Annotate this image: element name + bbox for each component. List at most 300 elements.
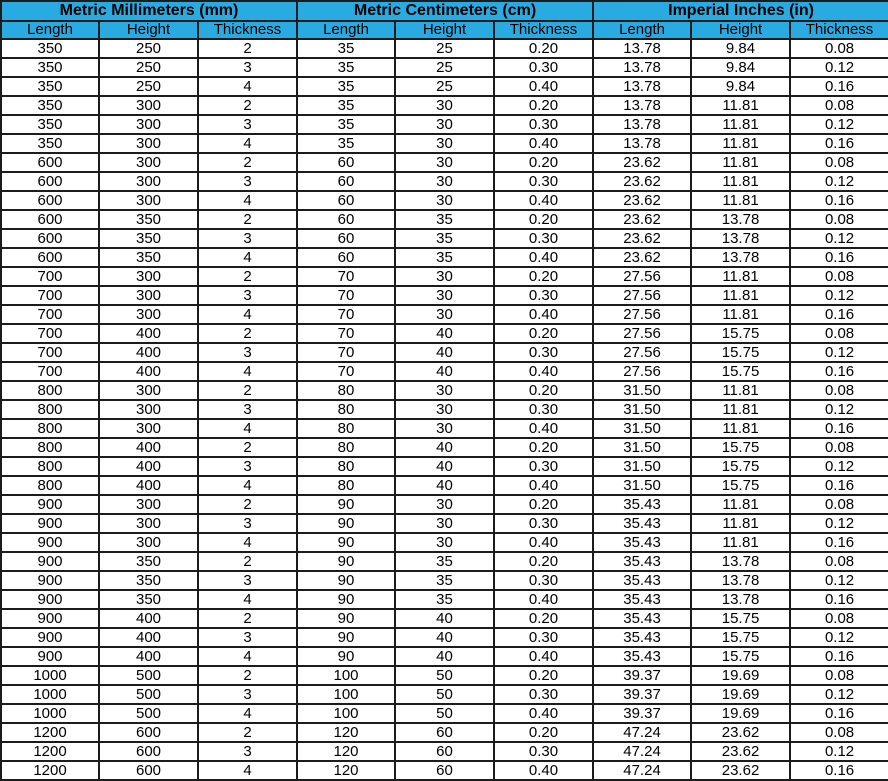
- table-row: [1, 362, 888, 381]
- column-header-in-height: Height: [691, 21, 790, 39]
- table-cell: 13.78: [593, 115, 691, 134]
- table-cell: 2: [198, 96, 297, 115]
- table-cell: 27.56: [593, 324, 691, 343]
- table-cell: 15.75: [691, 343, 790, 362]
- table-row: [1, 419, 888, 438]
- table-cell: 0.20: [494, 153, 593, 172]
- table-cell: 15.75: [691, 324, 790, 343]
- table-cell: 600: [99, 742, 198, 761]
- table-cell: 70: [297, 362, 395, 381]
- table-cell: 30: [395, 381, 494, 400]
- table-cell: 350: [1, 58, 99, 77]
- table-row: [1, 248, 888, 267]
- table-cell: 35: [395, 571, 494, 590]
- table-row: [1, 305, 888, 324]
- table-cell: 2: [198, 153, 297, 172]
- table-cell: 15.75: [691, 647, 790, 666]
- table-cell: 0.30: [494, 58, 593, 77]
- table-cell: 50: [395, 666, 494, 685]
- table-cell: 3: [198, 229, 297, 248]
- table-cell: 4: [198, 419, 297, 438]
- table-cell: 0.30: [494, 685, 593, 704]
- table-row: [1, 115, 888, 134]
- table-cell: 0.30: [494, 286, 593, 305]
- table-cell: 350: [99, 248, 198, 267]
- table-row: [1, 571, 888, 590]
- table-cell: 0.20: [494, 495, 593, 514]
- table-cell: 0.40: [494, 704, 593, 723]
- table-cell: 25: [395, 39, 494, 58]
- table-cell: 600: [99, 761, 198, 780]
- table-cell: 120: [297, 761, 395, 780]
- table-cell: 13.78: [593, 77, 691, 96]
- table-cell: 23.62: [593, 210, 691, 229]
- table-cell: 35.43: [593, 571, 691, 590]
- table-cell: 35: [297, 39, 395, 58]
- table-cell: 23.62: [593, 153, 691, 172]
- table-cell: 80: [297, 457, 395, 476]
- table-cell: 300: [99, 115, 198, 134]
- table-cell: 30: [395, 400, 494, 419]
- table-cell: 25: [395, 77, 494, 96]
- section-header-mm: Metric Millimeters (mm): [1, 1, 297, 21]
- table-cell: 700: [1, 324, 99, 343]
- table-cell: 27.56: [593, 362, 691, 381]
- table-cell: 0.30: [494, 343, 593, 362]
- table-cell: 350: [99, 552, 198, 571]
- table-cell: 30: [395, 267, 494, 286]
- table-cell: 0.16: [790, 704, 888, 723]
- table-cell: 4: [198, 590, 297, 609]
- table-cell: 40: [395, 457, 494, 476]
- table-cell: 30: [395, 514, 494, 533]
- section-header-cm: Metric Centimeters (cm): [297, 1, 593, 21]
- table-cell: 0.08: [790, 552, 888, 571]
- table-cell: 0.20: [494, 552, 593, 571]
- table-cell: 31.50: [593, 400, 691, 419]
- table-cell: 13.78: [691, 210, 790, 229]
- table-cell: 800: [1, 419, 99, 438]
- table-cell: 19.69: [691, 666, 790, 685]
- table-cell: 300: [99, 286, 198, 305]
- table-cell: 2: [198, 39, 297, 58]
- table-cell: 3: [198, 286, 297, 305]
- table-cell: 2: [198, 381, 297, 400]
- table-cell: 1200: [1, 742, 99, 761]
- table-cell: 0.16: [790, 134, 888, 153]
- table-cell: 800: [1, 400, 99, 419]
- table-cell: 23.62: [593, 229, 691, 248]
- table-cell: 700: [1, 305, 99, 324]
- table-cell: 0.16: [790, 476, 888, 495]
- table-row: [1, 761, 888, 780]
- table-cell: 0.12: [790, 229, 888, 248]
- table-cell: 4: [198, 761, 297, 780]
- table-cell: 900: [1, 552, 99, 571]
- table-row: [1, 267, 888, 286]
- table-cell: 250: [99, 77, 198, 96]
- table-cell: 90: [297, 533, 395, 552]
- table-cell: 400: [99, 438, 198, 457]
- table-cell: 0.40: [494, 77, 593, 96]
- table-cell: 0.40: [494, 305, 593, 324]
- table-row: [1, 172, 888, 191]
- table-cell: 35: [297, 77, 395, 96]
- table-cell: 2: [198, 609, 297, 628]
- table-cell: 40: [395, 609, 494, 628]
- table-cell: 0.20: [494, 666, 593, 685]
- table-cell: 1000: [1, 666, 99, 685]
- table-cell: 0.08: [790, 96, 888, 115]
- table-cell: 80: [297, 438, 395, 457]
- table-cell: 0.16: [790, 191, 888, 210]
- table-cell: 3: [198, 58, 297, 77]
- table-cell: 300: [99, 267, 198, 286]
- table-cell: 0.20: [494, 324, 593, 343]
- table-cell: 0.40: [494, 590, 593, 609]
- table-cell: 1000: [1, 704, 99, 723]
- table-cell: 300: [99, 419, 198, 438]
- table-cell: 9.84: [691, 58, 790, 77]
- table-cell: 800: [1, 476, 99, 495]
- table-cell: 900: [1, 590, 99, 609]
- table-cell: 0.08: [790, 39, 888, 58]
- table-cell: 250: [99, 39, 198, 58]
- table-cell: 90: [297, 647, 395, 666]
- table-cell: 0.20: [494, 438, 593, 457]
- table-cell: 300: [99, 153, 198, 172]
- table-body: [1, 39, 888, 780]
- table-cell: 90: [297, 590, 395, 609]
- table-row: [1, 77, 888, 96]
- table-cell: 15.75: [691, 362, 790, 381]
- table-cell: 800: [1, 381, 99, 400]
- table-row: [1, 381, 888, 400]
- table-cell: 0.16: [790, 761, 888, 780]
- table-cell: 300: [99, 305, 198, 324]
- table-cell: 800: [1, 438, 99, 457]
- table-cell: 0.40: [494, 647, 593, 666]
- table-cell: 0.12: [790, 400, 888, 419]
- table-cell: 900: [1, 571, 99, 590]
- table-cell: 2: [198, 324, 297, 343]
- table-cell: 90: [297, 552, 395, 571]
- table-cell: 0.16: [790, 419, 888, 438]
- table-cell: 35: [297, 58, 395, 77]
- table-cell: 0.40: [494, 533, 593, 552]
- table-cell: 0.12: [790, 343, 888, 362]
- table-cell: 70: [297, 343, 395, 362]
- table-cell: 39.37: [593, 666, 691, 685]
- column-header-row: [1, 21, 888, 39]
- table-cell: 40: [395, 647, 494, 666]
- table-cell: 250: [99, 58, 198, 77]
- table-cell: 31.50: [593, 419, 691, 438]
- table-cell: 0.16: [790, 362, 888, 381]
- table-cell: 35.43: [593, 533, 691, 552]
- table-cell: 700: [1, 343, 99, 362]
- table-cell: 120: [297, 723, 395, 742]
- table-cell: 4: [198, 305, 297, 324]
- section-header-row: [1, 1, 888, 21]
- table-cell: 9.84: [691, 77, 790, 96]
- table-cell: 27.56: [593, 305, 691, 324]
- table-cell: 0.16: [790, 305, 888, 324]
- table-cell: 350: [1, 77, 99, 96]
- table-row: [1, 552, 888, 571]
- table-cell: 4: [198, 134, 297, 153]
- table-cell: 0.40: [494, 419, 593, 438]
- table-cell: 90: [297, 495, 395, 514]
- table-cell: 13.78: [691, 571, 790, 590]
- table-cell: 35.43: [593, 552, 691, 571]
- table-cell: 60: [297, 153, 395, 172]
- table-cell: 13.78: [593, 96, 691, 115]
- table-cell: 900: [1, 628, 99, 647]
- table-cell: 35: [395, 552, 494, 571]
- table-cell: 30: [395, 153, 494, 172]
- table-cell: 0.12: [790, 571, 888, 590]
- table-cell: 600: [99, 723, 198, 742]
- table-cell: 70: [297, 286, 395, 305]
- table-cell: 300: [99, 134, 198, 153]
- table-cell: 0.08: [790, 666, 888, 685]
- table-row: [1, 134, 888, 153]
- table-cell: 15.75: [691, 457, 790, 476]
- table-cell: 15.75: [691, 628, 790, 647]
- table-row: [1, 742, 888, 761]
- table-cell: 600: [1, 172, 99, 191]
- table-cell: 40: [395, 438, 494, 457]
- table-cell: 0.20: [494, 96, 593, 115]
- table-cell: 11.81: [691, 153, 790, 172]
- table-cell: 15.75: [691, 609, 790, 628]
- table-cell: 47.24: [593, 723, 691, 742]
- table-cell: 11.81: [691, 305, 790, 324]
- table-cell: 600: [1, 153, 99, 172]
- table-cell: 3: [198, 400, 297, 419]
- table-cell: 100: [297, 666, 395, 685]
- table-cell: 600: [1, 229, 99, 248]
- table-cell: 40: [395, 476, 494, 495]
- table-cell: 50: [395, 704, 494, 723]
- table-cell: 11.81: [691, 286, 790, 305]
- table-cell: 13.78: [593, 58, 691, 77]
- table-cell: 0.08: [790, 438, 888, 457]
- table-cell: 300: [99, 495, 198, 514]
- table-cell: 40: [395, 628, 494, 647]
- table-cell: 11.81: [691, 96, 790, 115]
- table-cell: 0.20: [494, 267, 593, 286]
- table-cell: 2: [198, 210, 297, 229]
- table-cell: 30: [395, 495, 494, 514]
- table-cell: 300: [99, 191, 198, 210]
- table-cell: 50: [395, 685, 494, 704]
- table-cell: 0.20: [494, 609, 593, 628]
- table-cell: 13.78: [691, 229, 790, 248]
- table-cell: 2: [198, 438, 297, 457]
- table-cell: 900: [1, 647, 99, 666]
- table-cell: 39.37: [593, 704, 691, 723]
- table-cell: 90: [297, 628, 395, 647]
- table-cell: 0.30: [494, 115, 593, 134]
- table-cell: 350: [1, 96, 99, 115]
- table-cell: 2: [198, 552, 297, 571]
- table-cell: 3: [198, 742, 297, 761]
- table-cell: 500: [99, 666, 198, 685]
- table-cell: 0.20: [494, 39, 593, 58]
- table-cell: 900: [1, 514, 99, 533]
- table-cell: 0.12: [790, 286, 888, 305]
- table-cell: 90: [297, 609, 395, 628]
- table-cell: 60: [297, 172, 395, 191]
- table-cell: 0.30: [494, 172, 593, 191]
- table-cell: 40: [395, 343, 494, 362]
- table-cell: 350: [1, 39, 99, 58]
- table-cell: 23.62: [593, 191, 691, 210]
- table-cell: 0.30: [494, 229, 593, 248]
- column-header-mm-height: Height: [99, 21, 198, 39]
- table-row: [1, 666, 888, 685]
- table-cell: 4: [198, 191, 297, 210]
- table-cell: 23.62: [691, 723, 790, 742]
- table-cell: 30: [395, 96, 494, 115]
- table-cell: 900: [1, 533, 99, 552]
- table-cell: 11.81: [691, 495, 790, 514]
- table-cell: 35: [297, 134, 395, 153]
- table-cell: 600: [1, 191, 99, 210]
- table-cell: 11.81: [691, 267, 790, 286]
- table-cell: 80: [297, 476, 395, 495]
- table-cell: 60: [297, 248, 395, 267]
- table-cell: 19.69: [691, 704, 790, 723]
- table-cell: 9.84: [691, 39, 790, 58]
- table-cell: 300: [99, 381, 198, 400]
- table-cell: 11.81: [691, 172, 790, 191]
- table-cell: 0.08: [790, 267, 888, 286]
- table-cell: 23.62: [691, 761, 790, 780]
- table-cell: 70: [297, 267, 395, 286]
- table-row: [1, 723, 888, 742]
- table-cell: 35: [395, 210, 494, 229]
- table-cell: 11.81: [691, 400, 790, 419]
- table-cell: 300: [99, 514, 198, 533]
- table-cell: 2: [198, 723, 297, 742]
- table-cell: 350: [99, 590, 198, 609]
- table-cell: 400: [99, 362, 198, 381]
- table-cell: 350: [99, 210, 198, 229]
- table-row: [1, 39, 888, 58]
- table-cell: 4: [198, 647, 297, 666]
- table-cell: 400: [99, 343, 198, 362]
- table-cell: 13.78: [691, 590, 790, 609]
- table-cell: 0.12: [790, 457, 888, 476]
- table-cell: 0.40: [494, 362, 593, 381]
- table-cell: 60: [395, 761, 494, 780]
- table-cell: 700: [1, 267, 99, 286]
- table-row: [1, 628, 888, 647]
- table-cell: 900: [1, 609, 99, 628]
- table-cell: 30: [395, 172, 494, 191]
- table-row: [1, 343, 888, 362]
- table-cell: 27.56: [593, 343, 691, 362]
- table-cell: 400: [99, 647, 198, 666]
- table-cell: 350: [1, 115, 99, 134]
- table-cell: 70: [297, 305, 395, 324]
- table-cell: 0.12: [790, 628, 888, 647]
- table-cell: 2: [198, 666, 297, 685]
- table-cell: 0.16: [790, 248, 888, 267]
- table-row: [1, 210, 888, 229]
- column-header-cm-height: Height: [395, 21, 494, 39]
- table-cell: 47.24: [593, 761, 691, 780]
- table-cell: 350: [1, 134, 99, 153]
- column-header-mm-thickness: Thickness: [198, 21, 297, 39]
- table-cell: 11.81: [691, 533, 790, 552]
- table-cell: 3: [198, 685, 297, 704]
- table-row: [1, 400, 888, 419]
- table-cell: 90: [297, 514, 395, 533]
- table-cell: 400: [99, 628, 198, 647]
- table-cell: 0.16: [790, 590, 888, 609]
- table-cell: 0.08: [790, 153, 888, 172]
- table-row: [1, 590, 888, 609]
- table-cell: 31.50: [593, 476, 691, 495]
- table-cell: 4: [198, 362, 297, 381]
- table-row: [1, 647, 888, 666]
- table-row: [1, 438, 888, 457]
- table-cell: 11.81: [691, 381, 790, 400]
- table-cell: 11.81: [691, 514, 790, 533]
- table-cell: 500: [99, 704, 198, 723]
- table-cell: 23.62: [691, 742, 790, 761]
- table-cell: 11.81: [691, 419, 790, 438]
- table-cell: 13.78: [593, 39, 691, 58]
- table-cell: 19.69: [691, 685, 790, 704]
- column-header-in-thickness: Thickness: [790, 21, 888, 39]
- table-row: [1, 685, 888, 704]
- table-cell: 60: [297, 191, 395, 210]
- table-cell: 0.30: [494, 742, 593, 761]
- table-cell: 35: [395, 248, 494, 267]
- table-row: [1, 514, 888, 533]
- table-cell: 60: [297, 229, 395, 248]
- table-cell: 11.81: [691, 115, 790, 134]
- table-cell: 700: [1, 362, 99, 381]
- table-cell: 0.30: [494, 400, 593, 419]
- table-cell: 40: [395, 362, 494, 381]
- table-cell: 80: [297, 400, 395, 419]
- table-cell: 40: [395, 324, 494, 343]
- table-cell: 3: [198, 115, 297, 134]
- table-cell: 800: [1, 457, 99, 476]
- table-cell: 3: [198, 172, 297, 191]
- table-cell: 60: [395, 742, 494, 761]
- table-cell: 0.20: [494, 723, 593, 742]
- table-row: [1, 533, 888, 552]
- table-row: [1, 58, 888, 77]
- table-cell: 700: [1, 286, 99, 305]
- table-cell: 0.30: [494, 571, 593, 590]
- table-cell: 90: [297, 571, 395, 590]
- table-cell: 11.81: [691, 134, 790, 153]
- column-header-mm-length: Length: [1, 21, 99, 39]
- table-cell: 80: [297, 381, 395, 400]
- table-row: [1, 191, 888, 210]
- table-cell: 70: [297, 324, 395, 343]
- table-cell: 3: [198, 514, 297, 533]
- table-cell: 60: [395, 723, 494, 742]
